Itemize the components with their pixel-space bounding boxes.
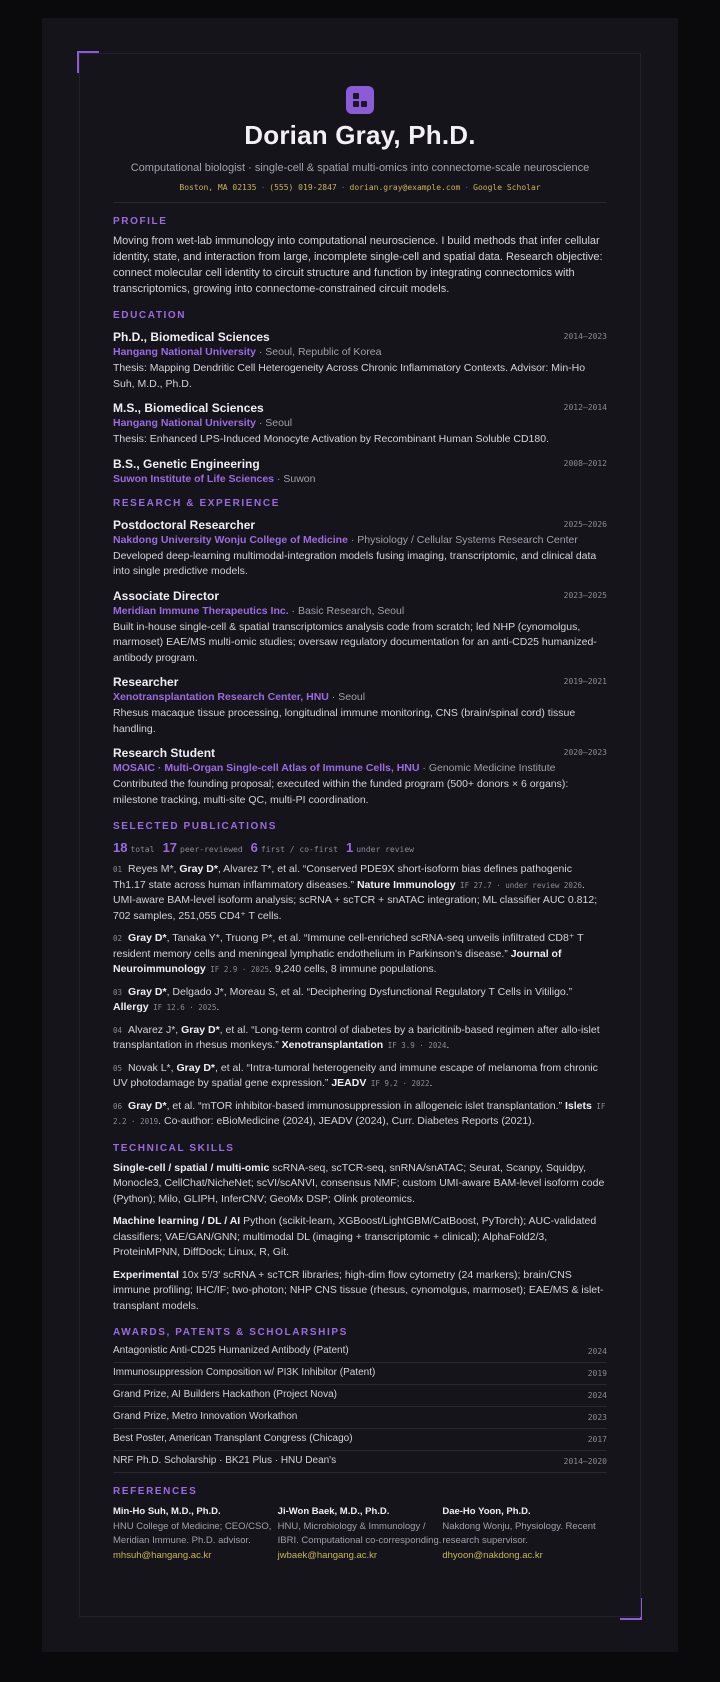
publication-number: 02 (113, 934, 123, 943)
publication-item (113, 1023, 607, 1054)
award-year: 2019 (587, 1369, 607, 1378)
research-date: 2025–2026 (563, 519, 607, 529)
award-name: Grand Prize, AI Builders Hackathon (Project Nova) (113, 1389, 337, 1400)
research-location: · Genomic Medicine Institute (419, 762, 556, 774)
research-title: Associate Director (113, 588, 220, 603)
award-year: 2017 (587, 1435, 607, 1444)
publication-author-self: Gray D* (128, 932, 167, 944)
publication-meta: IF 3.9 · 2024 (383, 1041, 447, 1050)
award-name: Immunosuppression Composition w/ PI3K Inhibitor (Patent) (113, 1367, 376, 1378)
publication-journal: Nature Immunology (356, 878, 456, 891)
contact-email-link[interactable]: dorian.gray@example.com (349, 183, 461, 192)
section-heading-references: REFERENCES (113, 1486, 198, 1497)
publication-item (113, 862, 607, 924)
publication-number: 06 (113, 1101, 123, 1111)
education-date: 2014–2023 (563, 332, 607, 341)
research-org-line (113, 691, 607, 703)
research-date: 2023–2025 (563, 590, 607, 600)
education-institution: Suwon Institute of Life Sciences (113, 472, 275, 485)
research-description: Contributed the founding proposal; executed within the funded program (500+ donors × 6 organs): milestone tracking, multi-site QC, multi-PI coordination. (113, 778, 569, 806)
publication-notes: . 9,240 cells, 8 immune populations. (268, 963, 437, 975)
education-title: Ph.D., Biomedical Sciences (113, 330, 270, 344)
publication-meta: IF 27.7 · under review 2026 (455, 880, 582, 890)
publication-stat-label: first / co-first (260, 845, 338, 854)
publication-journal: Islets (564, 1099, 592, 1112)
publication-item (113, 1061, 607, 1092)
education-institution: Hangang National University (113, 417, 256, 429)
award-row (113, 1407, 607, 1429)
education-title: B.S., Genetic Engineering (113, 456, 260, 471)
education-location: · Seoul, Republic of Korea (255, 346, 382, 358)
publication-authors-title: , Delgado J*, Moreau S, et al. “Deciphering Dysfunctional Regulatory T Cells in Vitiligo.” (166, 985, 573, 998)
publication-authors-pre: Novak L*, (128, 1061, 177, 1074)
reference-description: HNU, Microbiology & Immunology / IBRI. Computational co-corresponding. (277, 1520, 442, 1546)
publication-authors-title: , Alvarez T*, et al. “Conserved PDE9X short-isoform bias defines pathogenic Th1.17 state across human inflammatory diseases.” (113, 863, 572, 891)
research-entry (113, 518, 607, 580)
publication-authors-pre: Reyes M*, (128, 863, 180, 875)
research-org-line (113, 762, 607, 774)
award-row (113, 1451, 607, 1473)
publication-stat-label: peer-reviewed (180, 845, 243, 854)
skill-group-label: Experimental (113, 1268, 179, 1281)
reference-name: Dae-Ho Yoon, Ph.D. (442, 1506, 531, 1517)
publication-author-self: Gray D* (181, 1023, 220, 1036)
publication-author-self: Gray D* (128, 1099, 167, 1112)
education-org-line (113, 346, 607, 358)
research-description: Rhesus macaque tissue processing, longitudinal immune monitoring, CNS (brain/spinal cord) tissue handling. (113, 707, 576, 735)
awards-list (113, 1341, 607, 1473)
reference-card (278, 1505, 443, 1563)
publication-authors-title: , Tanaka Y*, Truong P*, et al. “Immune cell-enriched scRNA-seq unveils infiltrated CD8⁺ T resident memory cells and meningeal lymphatic endothelium in Parkinson's disease.” (113, 932, 584, 960)
publication-stat-label: total (130, 845, 155, 854)
publication-stats (113, 840, 607, 855)
education-description: Thesis: Mapping Dendritic Cell Heterogeneity Across Chronic Inflammatory Contexts. Advisor: Min-Ho Suh, M.D., Ph.D. (113, 362, 586, 390)
education-entry (113, 330, 607, 392)
reference-description: HNU College of Medicine; CEO/CSO, Meridian Immune. Ph.D. advisor. (113, 1520, 272, 1546)
research-institution: Xenotransplantation Research Center, HNU (113, 691, 329, 703)
research-org-line (113, 534, 607, 546)
publication-author-self: Gray D* (179, 863, 218, 875)
publication-item (113, 1099, 607, 1130)
research-date: 2019–2021 (563, 677, 607, 686)
reference-card (442, 1505, 607, 1563)
candidate-name: Dorian Gray, Ph.D. (244, 120, 476, 150)
publication-notes: . (216, 1001, 220, 1013)
research-entry (113, 675, 607, 737)
grid-logo-icon (346, 86, 374, 114)
skill-group (113, 1214, 607, 1261)
award-year: 2024 (587, 1391, 607, 1400)
publication-stat-count: 18 (113, 840, 128, 855)
publication-number: 05 (113, 1063, 123, 1073)
research-title: Researcher (113, 675, 179, 689)
contact-location: Boston, MA 02135 (179, 183, 257, 192)
publication-journal: Allergy (113, 1001, 149, 1013)
publication-stat-count: 1 (345, 840, 354, 855)
publication-citation (113, 1061, 607, 1092)
education-date: 2008–2012 (563, 458, 607, 468)
skill-group-text: scRNA-seq, scTCR-seq, snRNA/snATAC; Seurat, Scanpy, Squidpy, Monocle3, CellChat/NicheNet; scVI/scANVI, consensus NMF; custom UMI-aware BAM-level isoform code (Python); Milo, GLIPH, InferCNV; GeoMx DSP; Olink proteomics. (113, 1161, 605, 1205)
research-location: · Seoul (328, 691, 366, 703)
research-institution: MOSAIC · Multi-Organ Single-cell Atlas of Immune Cells, HNU (113, 762, 420, 774)
contact-line: Boston, MA 02135 · (555) 019-2847 · dorian.gray@example.com · Google Scholar (179, 183, 541, 192)
research-title: Postdoctoral Researcher (113, 517, 256, 532)
publication-item (113, 985, 607, 1016)
publication-number: 04 (113, 1025, 123, 1035)
research-entry (113, 589, 607, 667)
research-description: Built in-house single-cell & spatial transcriptomics analysis code from scratch; led NHP (cynomolgus, marmoset) EAE/MS multi-omic studies; oversaw regulatory documentation for an anti-CD25 humanized-antibody program. (113, 620, 597, 664)
research-title: Research Student (113, 746, 216, 760)
award-name: Grand Prize, Metro Innovation Workathon (113, 1411, 298, 1422)
award-name: Antagonistic Anti-CD25 Humanized Antibody (Patent) (113, 1345, 349, 1356)
award-year: 2023 (587, 1413, 607, 1422)
section-heading-profile: PROFILE (113, 216, 168, 227)
publication-meta: IF 2.9 · 2025 (205, 965, 269, 974)
profile-text: Moving from wet-lab immunology into computational neuroscience. I build methods that infer cellular identity, state, and interaction from large, incomplete single-cell and spatial data. Research objective: connect molecular cell identity to circuit structure and function by integrating connectomics with transcriptomics, growing into connectome-constrained circuit models. (113, 235, 603, 295)
award-row (113, 1385, 607, 1407)
publication-item (113, 931, 607, 978)
education-list (113, 330, 607, 485)
publication-meta: IF 9.2 · 2022 (366, 1079, 430, 1088)
section-heading-research: RESEARCH & EXPERIENCE (113, 497, 280, 509)
publication-authors-pre: Alvarez J*, (128, 1023, 182, 1036)
publication-stat (113, 840, 155, 855)
research-entry (113, 746, 607, 808)
publication-journal: Journal of Neuroimmunology (113, 947, 562, 975)
publication-journal: JEADV (331, 1077, 367, 1089)
references-list (113, 1505, 607, 1563)
research-location: · Physiology / Cellular Systems Research Center (347, 533, 578, 546)
skill-group-text: 10x 5′/3′ scRNA + scTCR libraries; high-dim flow cytometry (24 markers); brain/CNS immune profiling; IHC/IF; two-photon; NHP CNS tissue (rhesus, cynomolgus, marmoset); EAE/MS & islet-transplant models. (113, 1268, 604, 1312)
education-location: · Seoul (255, 417, 293, 429)
publication-citation (113, 1023, 607, 1054)
reference-email-link[interactable]: dhyoon@nakdong.ac.kr (442, 1549, 543, 1561)
award-row (113, 1341, 607, 1363)
award-year: 2024 (587, 1347, 607, 1356)
publication-notes: . (429, 1077, 433, 1089)
skill-group-label: Machine learning / DL / AI (113, 1215, 241, 1227)
education-institution: Hangang National University (113, 346, 256, 358)
resume-content (113, 86, 607, 1563)
education-date: 2012–2014 (563, 403, 607, 412)
publication-meta: IF 2.2 · 2019 (113, 1101, 606, 1126)
tagline: Computational biologist · single-cell & spatial multi-omics into connectome-scale neuroscience (130, 162, 590, 174)
award-name: NRF Ph.D. Scholarship · BK21 Plus · HNU Dean's (113, 1455, 337, 1466)
publication-number: 01 (113, 865, 123, 874)
education-title: M.S., Biomedical Sciences (113, 401, 264, 415)
publication-notes: . (446, 1039, 450, 1051)
section-heading-awards: AWARDS, PATENTS & SCHOLARSHIPS (113, 1327, 348, 1338)
education-entry (113, 457, 607, 485)
research-list (113, 518, 607, 809)
section-heading-skills: TECHNICAL SKILLS (113, 1142, 235, 1154)
reference-card (113, 1505, 278, 1563)
education-location: · Suwon (274, 472, 316, 485)
skills-list (113, 1161, 607, 1315)
research-institution: Nakdong University Wonju College of Medicine (113, 533, 348, 546)
research-description: Developed deep-learning multimodal-integration models fusing imaging, transcriptomic, and clinical data into single predictive models. (113, 549, 597, 577)
publication-notes: . UMI-aware BAM-level isoform analysis; scRNA + scTCR + snATAC integration; ML classifier AUC 0.812; 702 samples, 251,055 CD4⁺ T cells. (113, 878, 598, 922)
skill-group-text: Python (scikit-learn, XGBoost/LightGBM/CatBoost, PyTorch); AUC-validated classifiers; VAE/GAN/GNN; multimodal DL (imaging + transcriptomic + clinical); AlphaFold2/3, ProteinMPNN, DiffDock; Linux, R, Git. (113, 1215, 597, 1258)
publication-number: 03 (113, 987, 123, 997)
publication-list (113, 862, 607, 1130)
publication-journal: Xenotransplantation (281, 1039, 384, 1051)
reference-name: Min-Ho Suh, M.D., Ph.D. (113, 1506, 221, 1517)
publication-stat-count: 17 (162, 840, 178, 855)
research-org-line (113, 605, 607, 617)
award-year: 2014–2020 (563, 1457, 607, 1466)
skill-group (113, 1161, 607, 1208)
publication-stat-count: 6 (250, 840, 258, 855)
publication-citation (113, 931, 607, 978)
publication-stat-label: under review (356, 845, 414, 854)
publication-citation (113, 985, 607, 1016)
google-scholar-link[interactable]: Google Scholar (473, 183, 541, 192)
section-heading-education: EDUCATION (113, 310, 187, 321)
contact-phone: (555) 019-2847 (269, 183, 337, 192)
award-name: Best Poster, American Transplant Congress (Chicago) (113, 1433, 353, 1444)
reference-email-link[interactable]: mhsuh@hangang.ac.kr (113, 1549, 212, 1561)
award-row (113, 1363, 607, 1385)
education-org-line (113, 473, 607, 485)
education-description: Thesis: Enhanced LPS-Induced Monocyte Activation by Recombinant Human Soluble CD180. (113, 433, 549, 445)
education-entry (113, 401, 607, 448)
publication-citation (113, 862, 607, 924)
header-divider (113, 202, 607, 203)
publication-author-self: Gray D* (176, 1061, 216, 1074)
publication-notes: . Co-author: eBioMedicine (2024), JEADV (2024), Curr. Diabetes Reports (2021). (158, 1115, 535, 1127)
publication-stat (162, 840, 243, 855)
research-date: 2020–2023 (563, 748, 607, 757)
skill-group-label: Single-cell / spatial / multi-omic (113, 1161, 270, 1174)
research-location: · Basic Research, Seoul (288, 604, 405, 617)
education-org-line (113, 417, 607, 429)
reference-description: Nakdong Wonju, Physiology. Recent research supervisor. (442, 1520, 596, 1546)
publication-author-self: Gray D* (128, 985, 167, 998)
publication-stat (345, 840, 414, 855)
reference-name: Ji-Won Baek, M.D., Ph.D. (277, 1506, 390, 1517)
publication-authors-title: , et al. “Long-term control of diabetes by a baricitinib-based regimen after allo-islet transplantation in rhesus monkeys.” (113, 1023, 600, 1051)
publication-stat (250, 840, 338, 855)
skill-group (113, 1268, 607, 1315)
reference-email-link[interactable]: jwbaek@hangang.ac.kr (277, 1549, 378, 1561)
publication-authors-title: , et al. “Intra-tumoral heterogeneity and immune escape of melanoma from chronic UV photodamage by spatial gene expression.” (113, 1061, 598, 1089)
publication-citation (113, 1099, 607, 1130)
publication-meta: IF 12.6 · 2025 (148, 1003, 217, 1012)
award-row (113, 1429, 607, 1451)
publication-authors-title: , et al. “mTOR inhibitor-based immunosuppression in allogeneic islet transplantation.” (166, 1099, 565, 1112)
section-heading-publications: SELECTED PUBLICATIONS (113, 821, 277, 832)
research-institution: Meridian Immune Therapeutics Inc. (113, 604, 289, 617)
